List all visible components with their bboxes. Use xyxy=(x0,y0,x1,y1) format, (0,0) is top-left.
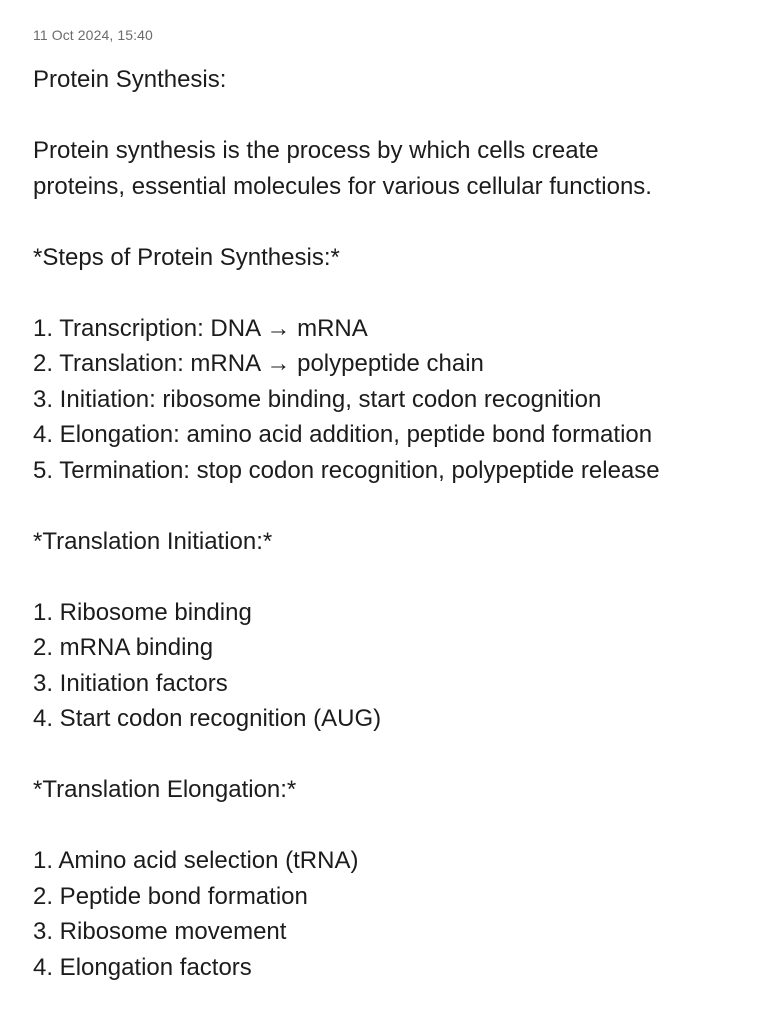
blank-line xyxy=(33,275,753,311)
list-item: 4. Elongation factors xyxy=(33,953,252,981)
blank-line xyxy=(33,204,753,240)
list-item: 2. Translation: mRNA → polypeptide chain xyxy=(33,350,484,377)
intro-line: Protein synthesis is the process by which cells create xyxy=(33,137,599,164)
blank-line xyxy=(33,98,753,134)
list-item: 4. Elongation: amino acid addition, peptide bond formation xyxy=(33,421,653,448)
list-item: 3. Initiation factors xyxy=(33,669,228,697)
list-item: 1. Transcription: DNA → mRNA xyxy=(33,314,368,342)
list-item: 3. Ribosome movement xyxy=(33,918,287,945)
list-item: 1. Amino acid selection (tRNA) xyxy=(33,847,359,874)
note-title: Protein Synthesis: xyxy=(33,66,227,93)
section-heading-initiation: *Translation Initiation:* xyxy=(33,527,273,555)
list-item: 1. Ribosome binding xyxy=(33,598,252,626)
intro-line: proteins, essential molecules for various cellular functions. xyxy=(33,172,652,200)
note-body[interactable] xyxy=(33,62,753,985)
section-heading-steps: *Steps of Protein Synthesis:* xyxy=(33,243,340,271)
blank-line xyxy=(33,488,753,524)
blank-line xyxy=(33,559,753,595)
note-timestamp: 11 Oct 2024, 15:40 xyxy=(33,27,153,43)
list-item: 4. Start codon recognition (AUG) xyxy=(33,705,382,732)
section-heading-elongation: *Translation Elongation:* xyxy=(33,776,297,803)
list-item: 2. Peptide bond formation xyxy=(33,882,308,910)
blank-line xyxy=(33,808,753,844)
blank-line xyxy=(33,737,753,773)
list-item: 5. Termination: stop codon recognition, polypeptide release xyxy=(33,456,660,484)
list-item: 3. Initiation: ribosome binding, start codon recognition xyxy=(33,385,602,413)
list-item: 2. mRNA binding xyxy=(33,634,214,661)
